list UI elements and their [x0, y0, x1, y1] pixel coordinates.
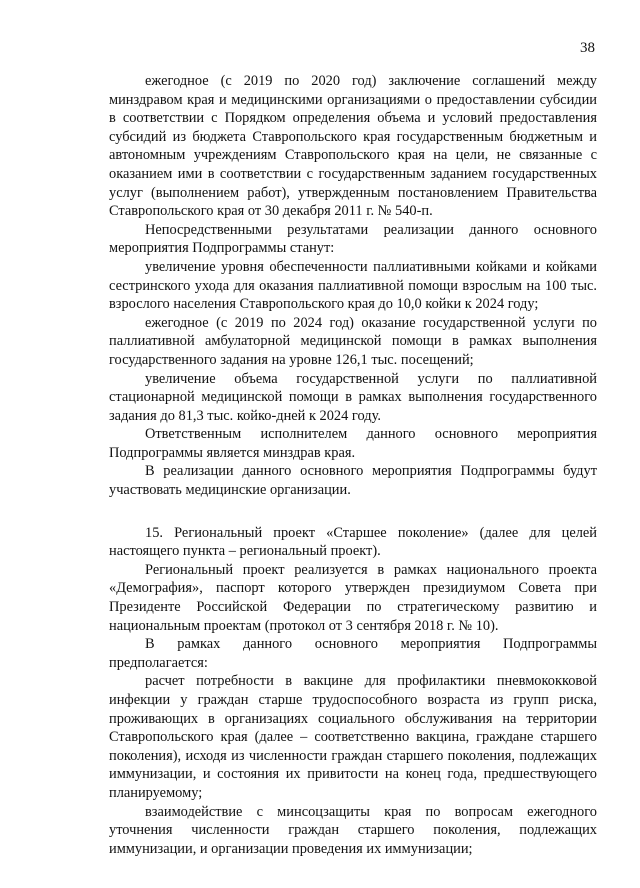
paragraph: Ответственным исполнителем данного основного мероприятия Подпрограммы является минздрав края.: [109, 426, 597, 461]
list-item: ежегодное (с 2019 по 2024 год) оказание государственной услуги по паллиативной амбулаторной медицинской помощи в рамках выполнения государственного задания на уровне 126,1 тыс. посещений;: [109, 314, 597, 368]
paragraph: ежегодное (с 2019 по 2020 год) заключение соглашений между минздравом края и медицинскими организациями о предоставлении субсидии в соответствии с Порядком определения объема и условий предоставления субсидий из бюджета Ставропольского края государственным бюджетным и автономным учреждениям Ставропольского края на цели, не связанные с оказанием ими в соответствии с государственным заданием государственных услуг (выполнением работ), утвержденным постановлением Правительства Ставропольского края от 30 декабря 2011 г. № 540-п.: [109, 73, 597, 220]
list-item: увеличение уровня обеспеченности паллиативными койками и койками сестринского ухода для оказания паллиативной помощи взрослым на 100 тыс. взрослого населения Ставропольского края до 10,0 койки к 2024 году;: [109, 258, 597, 313]
paragraph: Региональный проект реализуется в рамках национального проекта «Демография», паспорт которого утвержден президиумом Совета при Президенте Российской Федерации по стратегическому развитию и национальным проектам (протокол от 3 сентября 2018 г. № 10).: [109, 561, 597, 634]
paragraph: В рамках данного основного мероприятия Подпрограммы предполагается:: [109, 636, 597, 671]
page-number: 38: [580, 40, 595, 56]
paragraph: В реализации данного основного мероприятия Подпрограммы будут участвовать медицинские организации.: [109, 463, 597, 499]
document-body: [109, 72, 597, 858]
paragraph: Непосредственными результатами реализации данного основного мероприятия Подпрограммы станут:: [109, 221, 597, 257]
list-item: увеличение объема государственной услуги по паллиативной стационарной медицинской помощи в рамках выполнения государственного задания до 81,3 тыс. койко-дней к 2024 году.: [109, 370, 597, 424]
section-gap: [109, 500, 597, 524]
list-item: взаимодействие с минсоцзащиты края по вопросам ежегодного уточнения численности граждан старшего поколения, подлежащих иммунизации, и организации проведения их иммунизации;: [109, 803, 597, 857]
section-heading: 15. Региональный проект «Старшее поколение» (далее для целей настоящего пункта – региональный проект).: [109, 524, 597, 560]
list-item: расчет потребности в вакцине для профилактики пневмококковой инфекции у граждан старше трудоспособного возраста из групп риска, проживающих в организациях социального обслуживания на территории Ставропольского края (далее – соответственно вакцина, граждане старшего поколения), исходя из численности граждан старшего поколения, подлежащих иммунизации, и состояния их привитости на конец года, предшествующего планируемому;: [109, 673, 597, 801]
